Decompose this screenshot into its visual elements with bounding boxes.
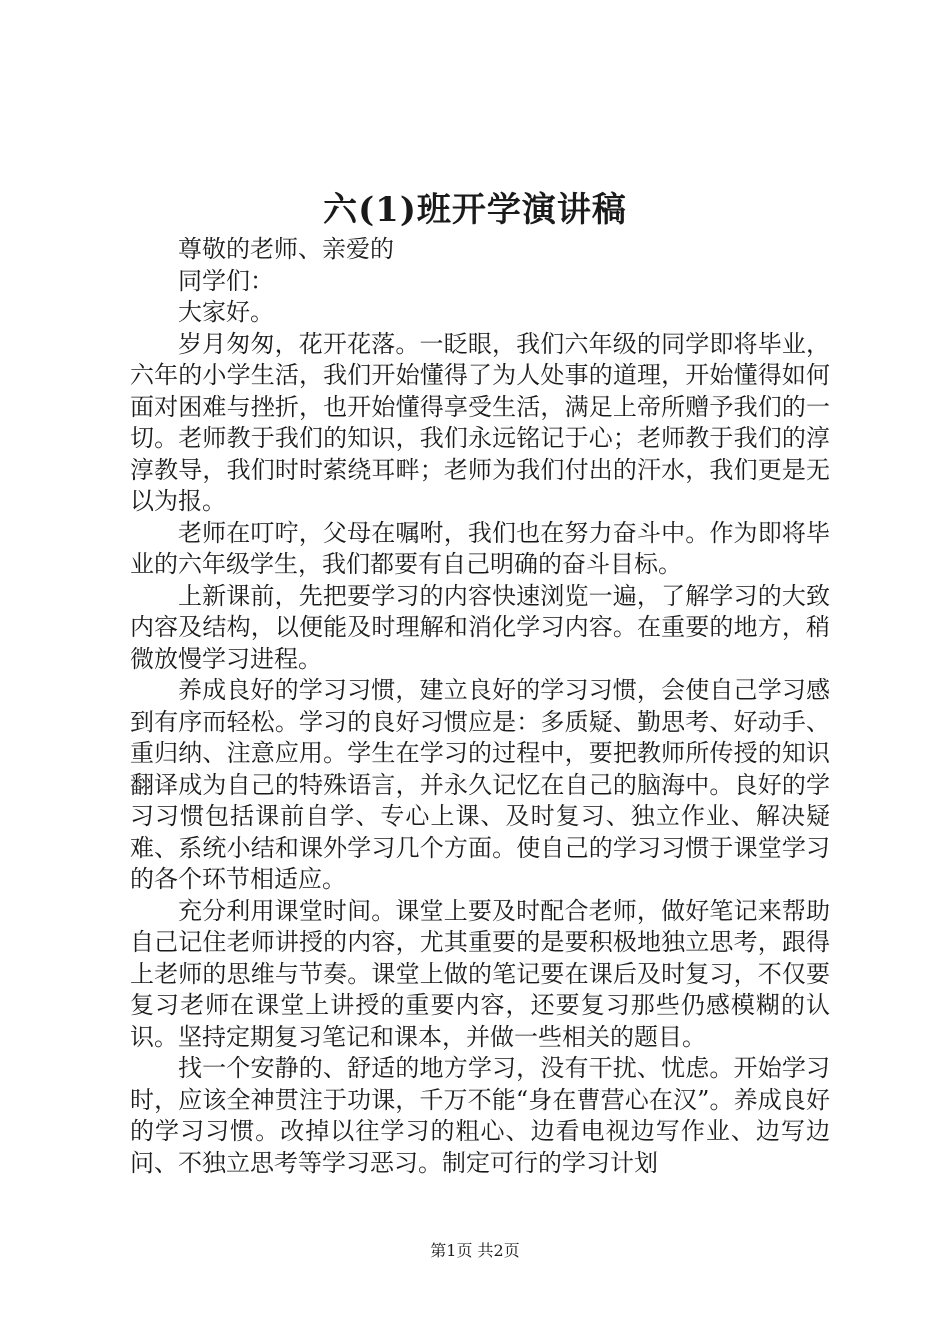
body-paragraph: 上新课前，先把要学习的内容快速浏览一遍，了解学习的大致内容及结构，以便能及时理解和消化学习内容。在重要的地方，稍微放慢学习进程。 xyxy=(130,581,830,673)
greeting: 大家好。 xyxy=(178,298,274,326)
body-paragraph: 老师在叮咛，父母在嘱咐，我们也在努力奋斗中。作为即将毕业的六年级学生，我们都要有自己明确的奋斗目标。 xyxy=(130,518,830,578)
body-paragraph: 养成良好的学习习惯，建立良好的学习习惯，会使自己学习感到有序而轻松。学习的良好习惯应是：多质疑、勤思考、好动手、重归纳、注意应用。学生在学习的过程中，要把教师所传授的知识翻译成为自己的特殊语言，并永久记忆在自己的脑海中。良好的学习习惯包括课前自学、专心上课、及时复习、独立作业、解决疑难、系统小结和课外学习几个方面。使自己的学习习惯于课堂学习的各个环节相适应。 xyxy=(130,676,830,893)
body-paragraph: 找一个安静的、舒适的地方学习，没有干扰、忧虑。开始学习时，应该全神贯注于功课，千万不能“身在曹营心在汉”。养成良好的学习习惯。改掉以往学习的粗心、边看电视边写作业、边写边问、不独立思考等学习恶习。制定可行的学习计划 xyxy=(130,1054,830,1177)
body-paragraph: 岁月匆匆，花开花落。一眨眼，我们六年级的同学即将毕业，六年的小学生活，我们开始懂得了为人处事的道理，开始懂得如何面对困难与挫折，也开始懂得享受生活，满足上帝所赠予我们的一切。老师教于我们的知识，我们永远铭记于心；老师教于我们的淳淳教导，我们时时萦绕耳畔；老师为我们付出的汗水，我们更是无以为报。 xyxy=(130,329,830,515)
salutation-line-2: 同学们： xyxy=(178,266,274,295)
body-paragraph: 充分利用课堂时间。课堂上要及时配合老师，做好笔记来帮助自己记住老师讲授的内容，尤其重要的是要积极地独立思考，跟得上老师的思维与节奏。课堂上做的笔记要在课后及时复习，不仅要复习老师在课堂上讲授的重要内容，还要复习那些仍感模糊的认识。坚持定期复习笔记和课本，并做一些相关的题目。 xyxy=(130,896,830,1051)
document-body xyxy=(130,234,830,1179)
document-title: 六(1)班开学演讲稿 xyxy=(323,190,627,230)
salutation-line-1: 尊敬的老师、亲爱的 xyxy=(178,235,394,263)
page-footer: 第1页 共2页 xyxy=(430,1241,520,1260)
